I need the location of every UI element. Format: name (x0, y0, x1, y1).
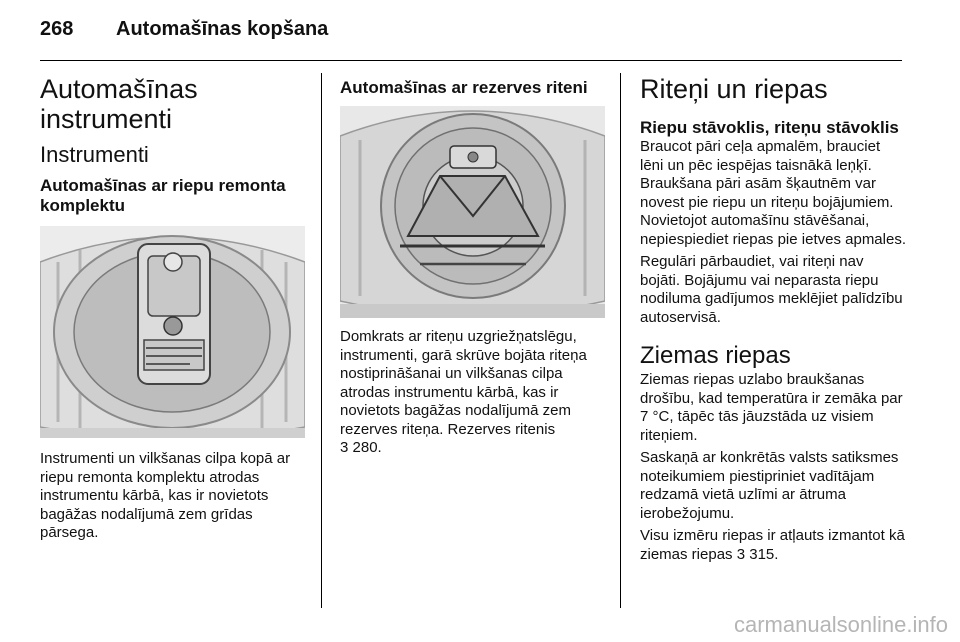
subsection-winter-tyres: Ziemas riepas (640, 342, 791, 369)
site-watermark: carmanualsonline.info (733, 612, 948, 637)
caption-repair-kit: Instrumenti un vilkšanas cilpa kopā ar riepu remonta komplektu atrodas instrumentu kārbā, kas ir novietots bagāžas nodalījumā zem grīdas pārsega. (40, 450, 291, 541)
column-divider-2 (620, 73, 621, 608)
caption-spare-wheel (340, 328, 605, 458)
caption-spare-wheel-text: Domkrats ar riteņu uzgriežņatslēgu, instrumenti, garā skrūve bojāta riteņa nostiprināšanai un vilkšanas cilpa atrodas instrumentu kārbā, kas ir novietots bagāžas nodalījumā zem rezerves riteņa. Rezerves ritenis (340, 328, 587, 438)
page-ref-315[interactable]: 3 315. (736, 545, 779, 563)
subsection-repair-kit: Automašīnas ar riepu remonta komplektu (40, 176, 286, 215)
column-1 (40, 70, 305, 547)
page-ref-280[interactable]: 3 280. (340, 439, 382, 456)
page-header (40, 18, 902, 48)
tyre-condition-para-2: Regulāri pārbaudiet, vai riteņi nav bojāti. Bojājumu vai neparasta riepu nodiluma gadījumos meklējiet palīdzību autoservisā. (640, 253, 903, 326)
section-heading-tools: Automašīnas instrumenti (40, 74, 198, 134)
page-number: 268 (40, 18, 74, 40)
column-divider-1 (321, 73, 322, 608)
winter-tyres-para-3-text: Visu izmēru riepas ir atļauts izmantot kā ziemas riepas (640, 527, 905, 563)
chapter-title: Automašīnas kopšana (116, 18, 329, 40)
winter-tyres-para-2: Saskaņā ar konkrētās valsts satiksmes noteikumiem piestipriniet vadītājam redzamā vietā uzlīmi ar ātruma ierobežojumu. (640, 449, 899, 522)
column-2 (340, 70, 605, 462)
subheading-instruments: Instrumenti (40, 142, 149, 167)
subsection-tyre-condition: Riepu stāvoklis, riteņu stāvoklis (640, 118, 899, 137)
section-heading-wheels-tyres: Riteņi un riepas (640, 74, 828, 104)
subsection-spare-wheel: Automašīnas ar rezerves riteni (340, 78, 588, 97)
spare-wheel-tools-illustration (340, 106, 605, 318)
repair-kit-illustration (40, 222, 305, 438)
winter-tyres-para-1: Ziemas riepas uzlabo braukšanas drošību, kad temperatūra ir zemāka par 7 °C, tāpēc tās jāuzstāda uz visiem riteņiem. (640, 371, 903, 444)
header-divider (40, 60, 902, 61)
winter-tyres-para-3 (640, 527, 906, 564)
column-3 (640, 70, 906, 568)
tyre-condition-para-1: Braucot pāri ceļa apmalēm, brauciet lēni un pēc iespējas taisnākā leņķī. Braukšana pāri asām šķautnēm var novest pie riepu un riteņu bojājumiem. Novietojot automašīnu stāvēšanai, nepiespiediet riepas pie ietves apmales. (640, 138, 906, 248)
